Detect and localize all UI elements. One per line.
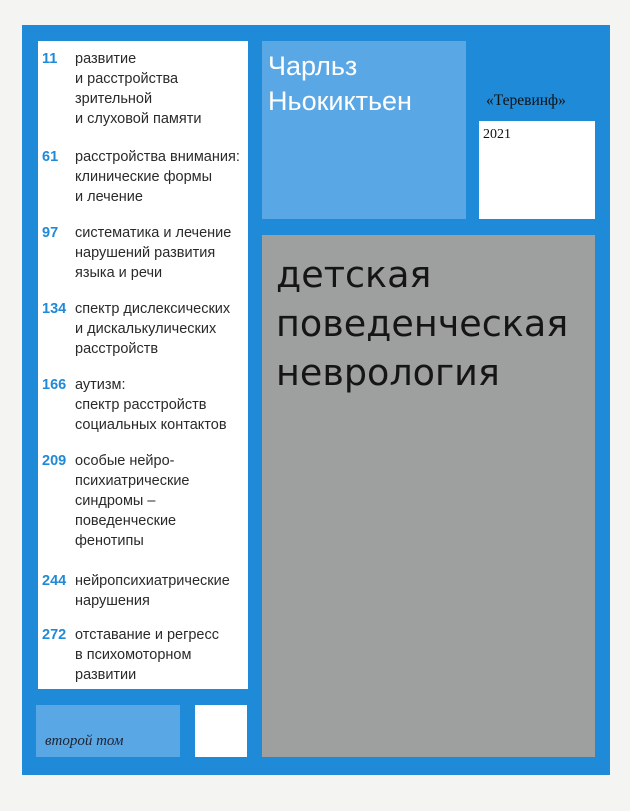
toc-page-number: 272 xyxy=(42,627,67,643)
toc-chapter-title: особые нейро- психиатрические синдромы – поведенческие фенотипы xyxy=(75,453,190,549)
toc-chapter-title: отставание и регресс в психомоторном развитии xyxy=(75,627,219,683)
toc-chapter-title: систематика и лечение нарушений развития языка и речи xyxy=(75,225,232,281)
title-panel xyxy=(262,235,595,757)
toc-page-number: 61 xyxy=(42,149,59,165)
book-title: детская поведенческая неврология xyxy=(276,253,569,394)
toc-chapter-title: развитие и расстройства зрительной и слуховой памяти xyxy=(75,51,202,127)
toc-chapter-title: аутизм: спектр расстройств социальных контактов xyxy=(75,377,227,433)
book-cover xyxy=(22,25,610,775)
table-of-contents xyxy=(38,41,248,689)
toc-page-number: 166 xyxy=(42,377,67,393)
toc-page-number: 244 xyxy=(42,573,67,589)
toc-chapter-title: расстройства внимания: клинические формы и лечение xyxy=(75,149,240,205)
author-name: Чарльз Ньокиктьен xyxy=(268,51,412,116)
toc-page-number: 209 xyxy=(42,453,67,469)
decorative-square xyxy=(195,705,247,757)
year-panel xyxy=(479,121,595,219)
author-panel xyxy=(262,41,466,219)
toc-page-number: 134 xyxy=(42,301,67,317)
toc-page-number: 97 xyxy=(42,225,59,241)
publication-year: 2021 xyxy=(483,127,511,142)
volume-label: второй том xyxy=(45,733,124,749)
toc-page-number: 11 xyxy=(42,51,58,67)
volume-panel xyxy=(36,705,180,757)
toc-chapter-title: нейропсихиатрические нарушения xyxy=(75,573,230,609)
toc-chapter-title: спектр дислексических и дискалькулических расстройств xyxy=(75,301,231,357)
publisher-name: «Теревинф» xyxy=(486,92,566,109)
